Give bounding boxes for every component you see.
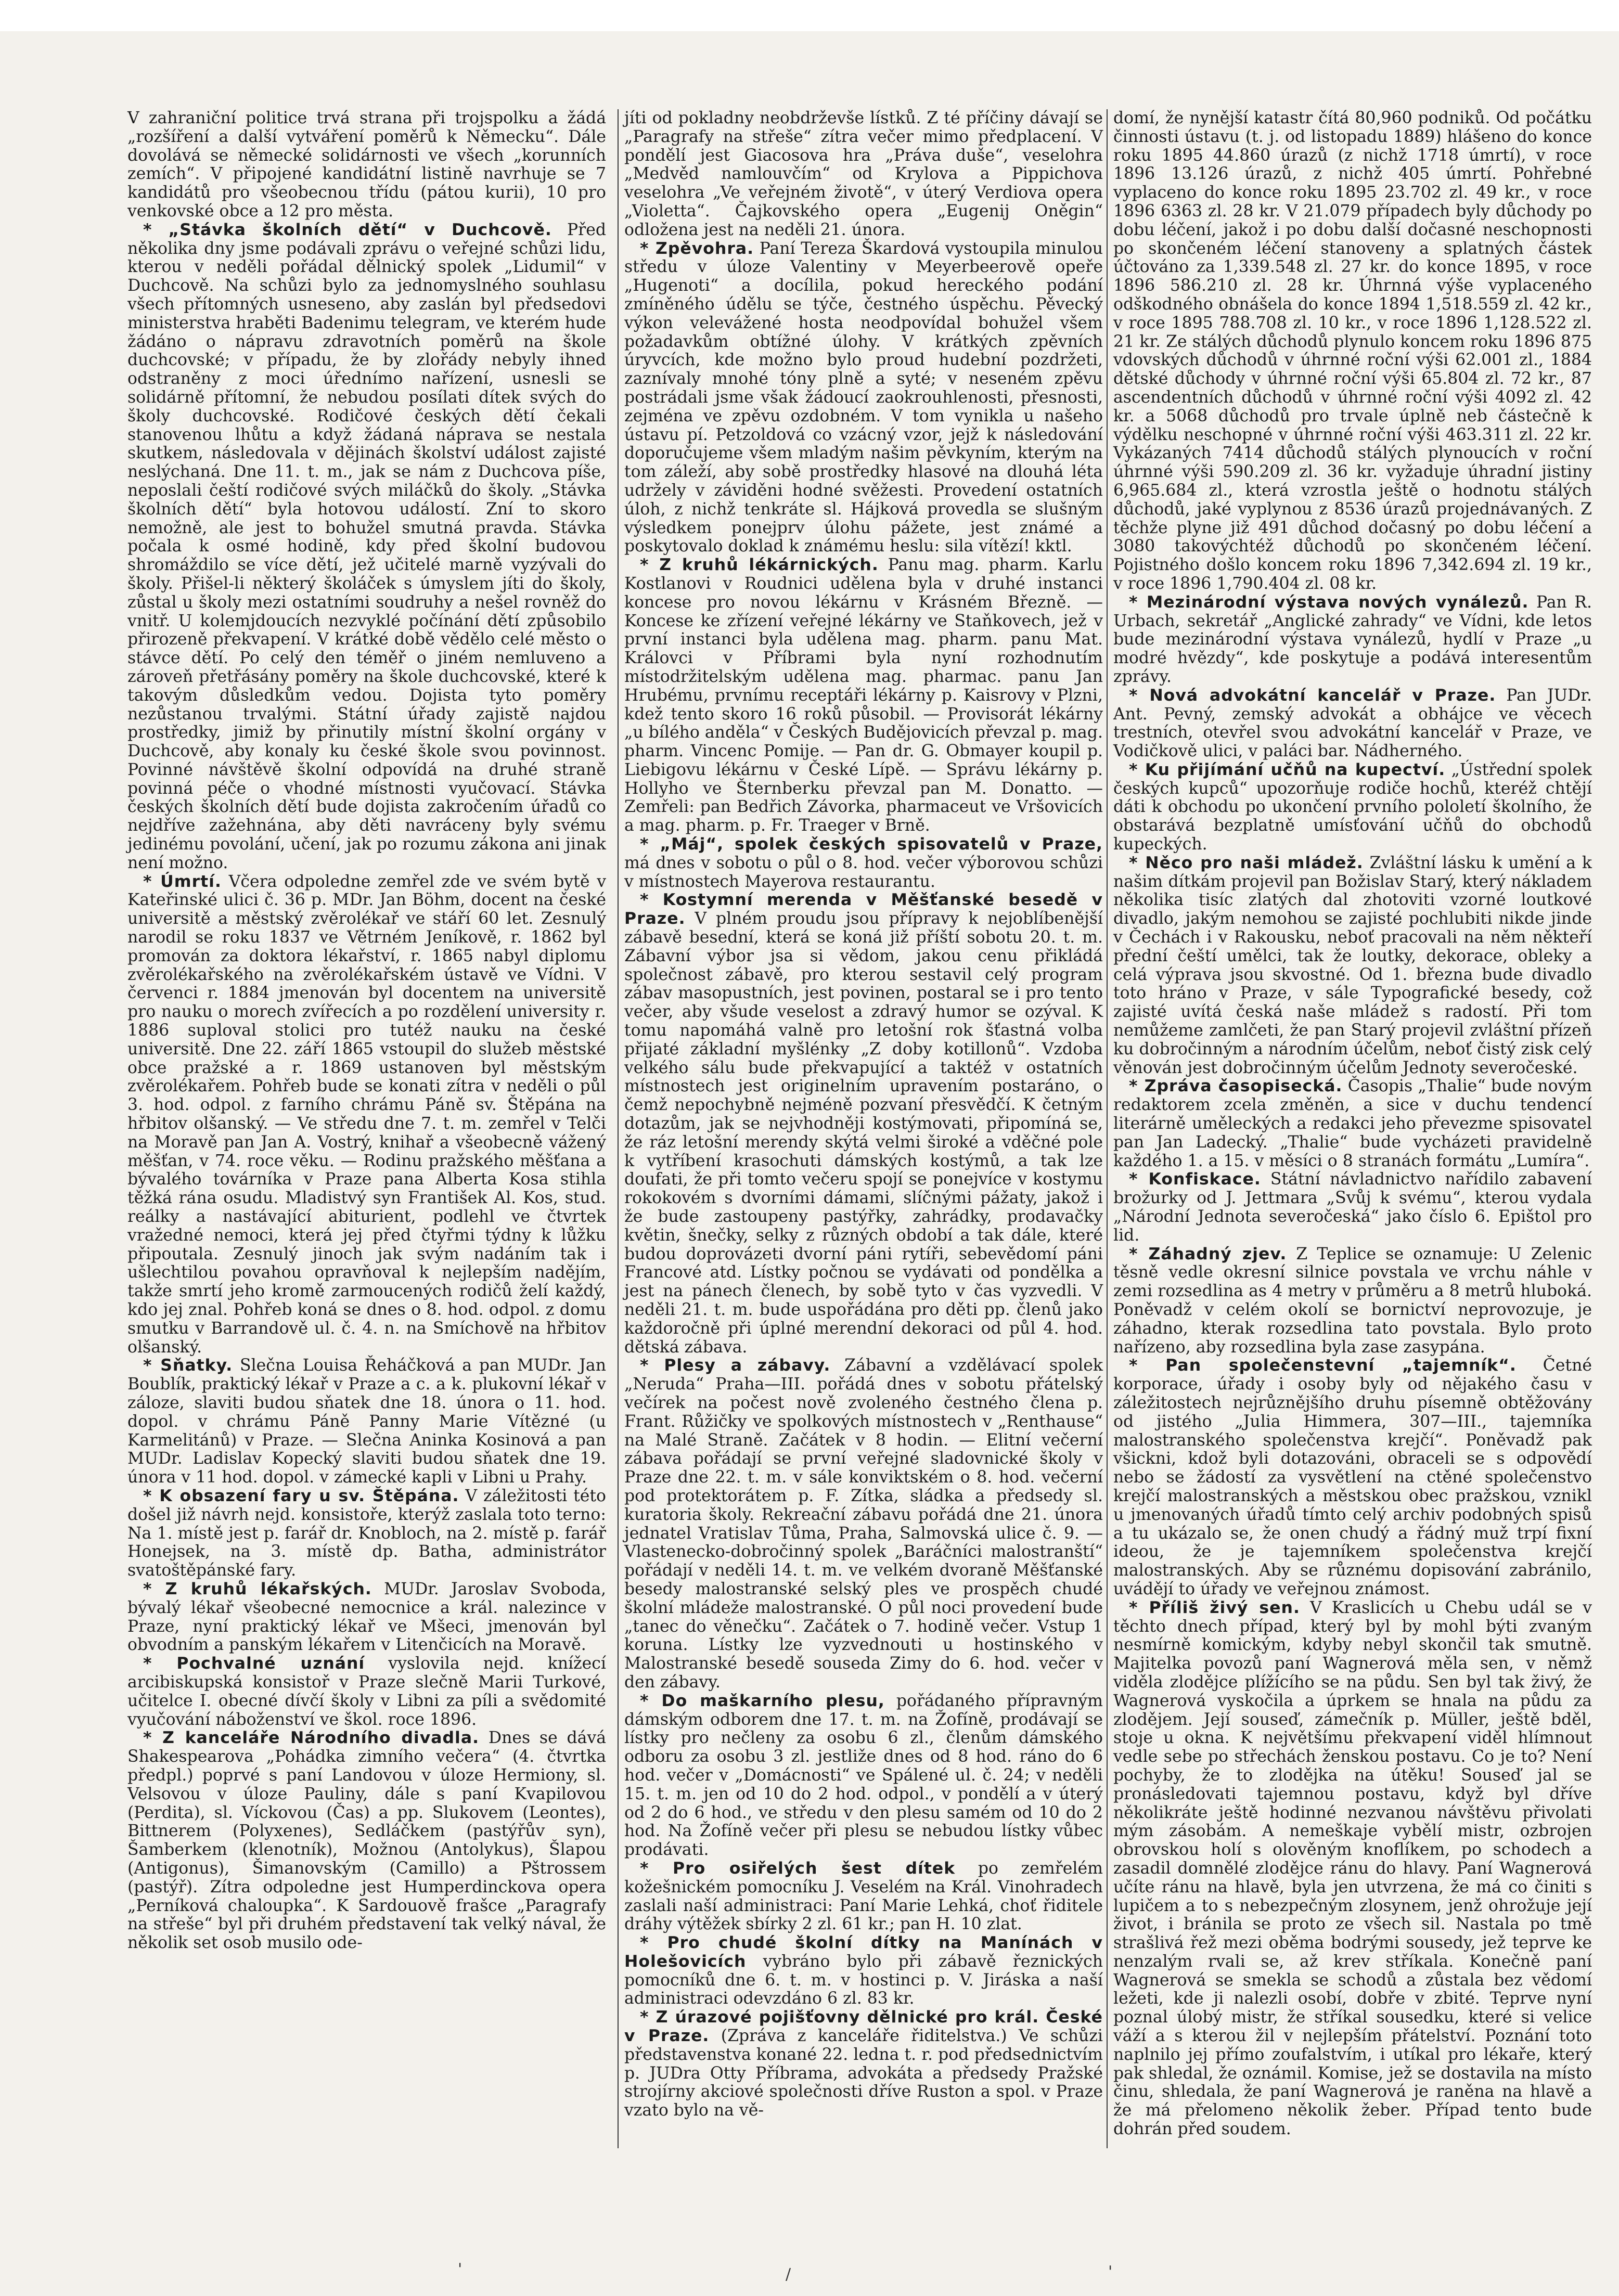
article-heading: * Pro osiřelých šest dítek — [640, 1859, 956, 1878]
text-columns — [127, 109, 1592, 2153]
article-text: Slečna Louisa Řeháčková a pan MUDr. Jan Boublík, praktický lékař v Praze a c. a k. plukovní lékař v záloze, slaviti budou sňatek dne 18. února o 11. hod. dopol. v chrámu Páně Panny Marie Vítězné (u Karmelitánů) v Praze. — Slečna Aninka Kosinová a pan MUDr. Ladislav Kopecký slaviti budou sňatek dne 19. února v 11 hod. dopol. v zámecké kapli v Libni u Prahy. — [127, 1356, 606, 1487]
article-heading: * Příliš živý sen. — [1129, 1598, 1300, 1617]
article-paragraph — [1113, 1599, 1592, 2139]
article-heading: * Pochvalné uznání — [143, 1654, 365, 1673]
article-heading: * Z kanceláře Národního divadla. — [143, 1729, 480, 1748]
article-heading: * Kostymní merenda v Měšťanské besedě v Praze. — [624, 891, 1103, 928]
article-paragraph — [1113, 1170, 1592, 1245]
article-text: Z Teplice se oznamuje: U Zelenic těsně vedle okresní silnice povstala ve vrchu náhle v zemi rozsedlina as 4 metry v průměru a 8 metrů hluboká. Poněvadž v celém okolí se bornictví neprovozuje, je záhadno, kterak rozsedlina tato povstala. Bylo proto nařízeno, aby rozsedlina byla zase zasypána. — [1113, 1244, 1592, 1357]
article-heading: * Pro chudé školní dítky na Manínách v Holešovicích — [624, 1933, 1103, 1971]
article-text: Paní Tereza Škardová vystoupila minulou středu v úloze Valentiny v Meyerbeerově opeře „Hugenoti“ a docílila, pokud hereckého podání zmíněného údělu se týče, čestného úspěchu. Pěvecký výkon velevážené hosta neodpovídal bohužel všem požadavkům obtížné úlohy. V krátkých zpěvních úryvcích, kde možno bylo proud hudební pozdržeti, zaznívaly mnohé tóny plně a syté; v neseném zpěvu postrádali jsme však žádoucí zaokrouhlenosti, přesnosti, zejména ve zpěvu ozdobném. V tom vynikla u našeho ústavu pí. Petzoldová co vzácný vzor, jejž k následování doporučujeme všem mladým našim pěvkyním, kterým na tom záleží, aby sobě prostředky hlasové na dlouhá léta udržely v záviděni hodné svěžesti. Provedení ostatních úloh, z nichž tenkráte sl. Hájková provedla se slušným výsledkem ponejprv úlohu pážete, jest známé a poskytovalo doklad k známému heslu: sila vítězí! kktl. — [624, 239, 1103, 556]
article-paragraph — [624, 1934, 1103, 2008]
article-heading: * Ku přijímání učňů na kupectví. — [1129, 760, 1446, 779]
footer-mark: / — [786, 2265, 791, 2284]
column-rule-left — [618, 109, 619, 2148]
article-paragraph — [624, 835, 1103, 891]
article-paragraph — [1113, 761, 1592, 854]
article-paragraph — [127, 1655, 606, 1729]
article-text: (Zpráva z kanceláře řiditelstva.) Ve schůzi představenstva konané 22. ledna t. r. pod předsednictvím p. JUDra Otty Příbrama, advokáta a předsedy Pražské strojírny akciové společnosti dříve Ruston a spol. v Praze vzato bylo na vě- — [624, 2027, 1103, 2120]
article-text: má dnes v sobotu o půl o 8. hod. večer výborovou schůzi v místnostech Mayerova restaurantu. — [624, 853, 1103, 891]
article-heading: * Zpěvohra. — [640, 239, 754, 258]
article-heading: * Mezinárodní výstava nových vynálezů. — [1129, 592, 1529, 612]
article-text: pořádaného přípravným dámským odborem dne 17. t. m. na Žofíně, prodávají se lístky pro nečleny za osobu 6 zl., členům dámského odboru za osobu 3 zl. jestliže dnes od 8 hod. ráno do 6 hod. večer v „Domácnosti“ ve Spálené ul. č. 24; v neděli 15. t. m. jen od 10 do 2 hod. odpol., v pondělí a v úterý od 2 do 6 hod., ve středu v den plesu samém od 10 do 2 hod. Na Žofíně večer při plesu se nebudou lístky vůbec prodávati. — [624, 1691, 1103, 1860]
article-text: V Kraslicích u Chebu udál se v těchto dnech případ, který byl by mohl býti zvaným nesmírně komickým, kdyby nebyl skončil tak smutně. Majitelka povozů paní Wagnerová měla sen, v němž viděla zlodějce plížícího se na půdu. Sen byl tak živý, že Wagnerová vyskočila a úprkem se hnala na půdu za zlodějem. Její souseď, zámečník p. Müller, ještě bděl, stoje u okna. K největšímu překvapení viděl hlímnout vedle sebe po střechách ženskou postavu. Co je to? Není pochyby, že to zlodějka na útěku! Souseď jal se pronásledovati tajemnou postavu, když byl dříve několikráte ještě hodinné nezvanou návštěvu přivolati mým zásobám. A nemeškaje vybělí mistr, ozbrojen obrovskou holí s olověným knoflíkem, po schodech a zasadil domnělé zlodějce ránu do hlavy. Paní Wagnerová učíte ránu na hlavě, byla jen utvrzena, že má co činiti s lupičem a to s nebezpečným zlosynem, jenž ohrožuje její život, i bránila se proto ze všech sil. Nastala po tmě strašlivá řež mezi oběma bodrými sousedy, jež teprve ke nenzalým rvali se, až krev stříkala. Konečně paní Wagnerová se smekla se schodů a zůstala bez vědomí ležeti, kde ji nalezli osobí, dobře v zbité. Teprve nyní poznal úlobý mistr, že stříkal sousedku, které si velice váží a s kterou žil v nejlepším přátelství. Poznání toto naplnilo jej přímo zoufalstvím, i utíkal pro lékaře, který pak shledal, že oznámil. Komise, jež se dostavila na místo činu, shledala, že paní Wagnerová je raněna na hlavě a že má přelomeno několik žeber. Případ tento bude dohrán před soudem. — [1113, 1598, 1592, 2139]
article-text: Před několika dny jsme podávali zprávu o veřejné schůzi lidu, kterou v neděli pořádal dělnický spolek „Lidumil“ v Duchcově. Na schůzi bylo za jednomyslného souhlasu všech přítomných usneseno, aby zaslán byl předsedovi ministerstva hraběti Badenimu telegram, ve kterém hude žádáno o nápravu zdravotních poměrů na škole duchcovské; v případu, že by zlořády nebyly ihned odstraněny z moci úřednímo nařízení, usnesli se solidárně přítomní, že nebudou posílati dítek svých do školy duchcovské. Rodičové českých dětí čekali stanovenou lhůtu a když žádaná náprava se nestala skutkem, následovala v dějinách školství událost zajisté neslýchaná. Dne 11. t. m., jak se nám z Duchcova píše, neposlali čeští rodičové svých miláčků do školy. „Stávka školních dětí“ byla hotovou událostí. Zní to skoro nemožně, ale jest to bohužel smutná pravda. Stávka počala k osmé hodině, kdy před školní budovou shromáždilo se více dětí, jež učitelé marně vyzývali do školy. Přišel-li některý školáček s úmyslem jíti do školy, zůstal u školy mezi ostatními soudruhy a nešel rovněž do vnitř. U kolemjdoucích nezvyklé počínání dětí způsobilo přirozeně překvapení. V krátké době vědělo celé město o stávce dětí. Po celý den téměř o jiném nemluveno a zároveň přetřásány poměry na škole duchcovské, které k takovým důsledkům vedou. Dojista tyto poměry nezůstanou trvalými. Státní úřady zajistě najdou prostředky, jimiž by přinutily místní školní orgány v Duchcově, aby konaly ku české škole svou povinnost. Povinné návštěvě školní odpovídá na druhé straně povinná péče o vhodné místnosti vyučovací. Stávka českých školních dětí bude dojista zakročením úřadů co nejdříve zažehnána, aby děti navráceny byly svému jedinému povolání, učení, jak po rozumu zákona ani jinak není možno. — [127, 220, 606, 872]
article-paragraph — [127, 873, 606, 1357]
article-paragraph — [624, 556, 1103, 835]
article-heading: * „Máj“, spolek českých spisovatelů v Praze, — [640, 835, 1103, 854]
article-heading: * Plesy a zábavy. — [640, 1356, 831, 1375]
article-text: Pan JUDr. Ant. Pevný, zemský advokát a obhájce ve věcech trestních, otevřel svou advokátní kancelář v Praze, ve Vodičkově ulici, v paláci bar. Nádherného. — [1113, 686, 1592, 761]
footer-mark: ' — [458, 2260, 462, 2278]
article-paragraph — [127, 1580, 606, 1655]
column-right — [1113, 109, 1592, 2153]
article-paragraph — [624, 1860, 1103, 1934]
article-paragraph — [624, 1357, 1103, 1692]
article-heading: * Do maškarního plesu, — [640, 1691, 885, 1710]
article-paragraph — [1113, 1077, 1592, 1170]
article-text: po zemřelém kožešnickém pomocníku J. Veselém na Král. Vinohradech zaslali naší administraci: Paní Marie Lehká, choť řiditele dráhy výtěžek sbírky 2 zl. 61 kr.; pan H. 10 zlat. — [624, 1859, 1103, 1934]
article-text: Zábavní a vzdělávací spolek „Neruda“ Praha—III. pořádá dnes v sobotu přátelský večírek na počest nově zvoleného čestného člena p. Frant. Růžičky ve spolkových místnostech v „Renthause“ na Malé Straně. Začátek v 8 hodin. — Elitní večerní zábava pořádají se první veřejné sladovnické školy v Praze dne 22. t. m. v sále konviktském o 8. hod. večerní pod protektorátem p. F. Zítka, sládka a předsedy sl. kuratoria školy. Rekreační zábavu pořádá dne 21. února jednatel Vratislav Tůma, Praha, Salmovská ulice č. 9. — Vlastenecko-dobročinný spolek „Baráčníci malostranští“ pořádají v neděli 14. t. m. ve velkém dvoraně Měšťanské besedy malostranské selský ples ve prospěch chudé školní mládeže malostranské. O půl noci provedení bude „tanec do věnečku“. Začátek o 7. hodině večer. Vstup 1 koruna. Lístky lze vyzvednouti u hostinského v Malostranské besedě souseda Zimy do 6. hod. večer v den zábavy. — [624, 1356, 1103, 1692]
article-paragraph — [127, 1487, 606, 1580]
column-left — [127, 109, 606, 2153]
article-paragraph — [624, 109, 1103, 240]
column-middle — [624, 109, 1103, 2153]
article-paragraph — [1113, 687, 1592, 761]
article-text: Státní návladnictvo nařídilo zabavení brožurky od J. Jettmara „Svůj k svému“, kterou vydala „Národní Jednota severočeská“ jako číslo 6. Epištol pro lid. — [1113, 1170, 1592, 1245]
article-heading: * Z kruhů lékařských. — [143, 1579, 372, 1598]
article-paragraph — [127, 1357, 606, 1487]
article-heading: * K obsazení fary u sv. Štěpána. — [143, 1486, 459, 1505]
article-text: Časopis „Thalie“ bude novým redaktorem zcela změněn, a sice v duchu tendencí literárně uměleckých a redakci jeho převezme spisovatel pan Jan Ladecký. „Thalie“ bude vycházeti pravidelně každého 1. a 15. v měsíci o 8 stranách formátu „Lumíra“. — [1113, 1077, 1592, 1170]
article-text: Zvláštní lásku k umění a k našim dítkám projevil pan Božislav Starý, který nákladem několika tisíc zlatých dal zhotoviti vzorné loutkové divadlo, jakým nemohou se zajisté pochlubiti nikde jinde v Čechách i v Rakousku, neboť pracovali na něm někteří přední čeští umělci, tak že loutky, dekorace, obleky a celá výprava jsou skvostné. Od 1. března bude divadlo toto hráno v Praze, v sále Typografické besedy, což zajisté uvítá česká naše mládež s radostí. Při tom nemůžeme zamlčeti, že pan Starý projevil zvláštní přízeň ku dobročinným a národním účelům, neboť čistý zisk celý věnován jest dobročinným účelům Jednoty severočeské. — [1113, 853, 1592, 1077]
article-heading: * Něco pro naši mládež. — [1129, 853, 1364, 872]
article-paragraph — [624, 240, 1103, 557]
article-heading: * Z úrazové pojišťovny dělnické pro král. České v Praze. — [624, 2008, 1103, 2046]
article-text: Pan R. Urbach, sekretář „Anglické zahrady“ ve Vídni, kde letos bude mezinárodní výstava vynálezů, hydlí v Praze „u modré hvězdy“, kde poskytuje a podává interesentům zprávy. — [1113, 592, 1592, 686]
article-paragraph — [624, 1692, 1103, 1860]
article-heading: * Úmrtí. — [143, 872, 222, 891]
article-paragraph — [1113, 854, 1592, 1078]
article-heading: * Nová advokátní kancelář v Praze. — [1129, 686, 1496, 705]
scan-top-margin — [0, 0, 1619, 31]
article-paragraph — [1113, 109, 1592, 594]
article-text: Včera odpoledne zemřel zde ve svém bytě v Kateřinské ulici č. 36 p. MDr. Jan Böhm, docent na české universitě a městský zvěrolékař ve stáří 60 let. Zesnulý narodil se roku 1837 ve Větrném Jeníkově, r. 1862 byl promován za doktora lékařství, r. 1865 nabyl diplomu zvěrolékařského na zvěrolékařském ústavě ve Vídni. V červenci r. 1884 jmenován byl docentem na universitě pro nauku o morech zvířecích a po rozdělení university r. 1886 suploval stolici pro tutéž nauku na české universitě. Dne 22. září 1865 vstoupil do služeb městské obce pražské a r. 1869 ustanoven byl městským zvěrolékařem. Pohřeb bude se konati zítra v neděli o půl 3. hod. odpol. z farního chrámu Páně sv. Štěpána na hřbitov olšanský. — Ve středu dne 7. t. m. zemřel v Telči na Moravě pan Jan A. Vostrý, knihař a všeobecně vážený měšťan, v 74. roce věku. — Rodinu pražského měšťana a bývalého továrníka v Praze pana Alberta Kosa stihla těžká rána osudu. Mladistvý syn František Al. Kos, stud. reálky a nastávající abiturient, podlehl ve čtvrtek vražedné nemoci, která jej před čtyřmi týdny k lůžku připoutala. Zesnulý jinoch jak svým nadáním tak i ušlechtilou povahou opravňoval k nejlepším nadějím, takže smrtí jeho kromě zarmoucených rodičů želí každý, kdo jej znal. Pohřeb koná se dnes o 8. hod. odpol. z domu smutku v Barrandově ul. č. 4. n. na Smíchově na hřbitov olšanský. — [127, 872, 607, 1357]
article-paragraph — [1113, 1245, 1592, 1357]
article-text: V plném proudu jsou přípravy k nejoblíbenější zábavě besední, která se koná již příští sobotu 20. t. m. Zábavní výbor jsa si vědom, jakou cenu přikládá společnost zábavě, pro kterou sestavil celý program zábav masopustních, jest povinen, postaral se i pro tento večer, aby všude veselost a zdravý humor se ozýval. K tomu napomáhá valně pro letošní rok šťastná volba přijaté základní myšlénky „Z doby kotillonů“. Vzdoba velkého sálu bude překvapující a taktéž v ostatních místnostech jest originelním upravením postaráno, o čemž nepochybně nejméně pozvaní přesvědčí. K četným dotazům, jak se nejvhodněji kostýmovati, připomíná se, že ráz letošní merendy skýtá velmi široké a vděčné pole k vytříbení krasochuti dámských kostýmů, a tak lze doufati, že při tomto večeru spojí se ponejvíce v kostymu rokokovém s dvorními dámami, slíčnými pážaty, jakož i že bude zastoupeny pastýřky, zahrádky, prodavačky květin, šnečky, selky z různých období a tak dále, které budou doprovázeti dvorní páni rytíři, sebevědomí páni Francové atd. Lístky počnou se vydávati od pondělka a jest na pánech členech, by sobě tyto v čas vyzvedli. V neděli 21. t. m. bude uspořádána pro děti pp. členů jako každoročně při úplné merendní dekoraci od půl 4. hod. dětská zábava. — [624, 909, 1103, 1357]
article-text: Panu mag. pharm. Karlu Kostlanovi v Roudnici udělena byla v druhé instanci koncese pro novou lékárnu v Krásném Březně. — Koncese ke zřízení veřejné lékárny ve Staňkovech, jež v první instanci byla udělena mag. pharm. panu Mat. Královci v Příbrami byla nyní rozhodnutím místodržitelským udělena mag. pharmac. panu Jan Hrubému, prvnímu receptáři lékárny p. Kaisrovy v Plzni, kdež tento skoro 16 roků působil. — Provisorát lékárny „u bílého anděla“ v Českých Budějovicích převzal p. mag. pharm. Vincenc Pomije. — Pan dr. G. Obmayer koupil p. Liebigovu lékárnu v České Lípě. — Správu lékárny p. Hollyho ve Šternberku převzal pan M. Donatto. — Zemřeli: pan Bedřich Závorka, pharmaceut ve Vršovicích a mag. pharm. p. Fr. Traeger v Brně. — [624, 556, 1103, 835]
column-rule-right — [1107, 109, 1108, 2148]
article-paragraph — [127, 221, 606, 873]
article-text: vybráno bylo při zábavě řeznických pomocníků dne 6. t. m. v hostinci p. V. Jiráska a naší administraci odevzdáno 6 zl. 83 kr. — [624, 1952, 1103, 2008]
article-heading: * Sňatky. — [143, 1356, 233, 1375]
article-paragraph — [127, 109, 606, 221]
article-heading: * „Stávka školních dětí“ v Duchcově. — [143, 220, 552, 239]
article-text: jíti od pokladny neobdrževše lístků. Z té příčiny dávají se „Paragrafy na střeše“ zítra večer mimo předplacení. V pondělí jest Giacosova hra „Práva duše“, veselohra „Medvěd namlouvčím“ od Krylova a Pippichova veselohra „Ve veřejném životě“, v úterý Verdiova opera „Violetta“. Čajkovského opera „Eugenij Oněgin“ odložena jest na neděli 21. února. — [624, 109, 1103, 239]
footer-mark: ' — [1108, 2263, 1113, 2281]
article-text: vyslovila nejd. knížecí arcibiskupská konsistoř v Praze slečně Marii Turkové, učitelce I. obecné dívčí školy v Libni za píli a svědomité vyučování náboženství ve škol. roce 1896. — [127, 1654, 607, 1729]
article-heading: * Z kruhů lékárnických. — [640, 556, 879, 575]
article-text: domí, že nynější katastr čítá 80,960 podniků. Od počátku činnosti ústavu (t. j. od listopadu 1889) hlášeno do konce roku 1895 44.860 úrazů (z nichž 1718 úmrtí), v roce 1896 13.126 úrazů, z nichž 405 úmrtí. Pohřebné vyplaceno do konce roku 1895 23.702 zl. 49 kr., v roce 1896 6363 zl. 28 kr. V 21.079 případech byly důchody po dobu léčení, jakož i po dobu další dočasné neschopnosti po skončeném léčení stanoveny a splatných částek účtováno za 1,339.548 zl. 27 kr. do konce 1895, v roce 1896 586.210 zl. 28 kr. Úhrnná výše vyplaceného odškodného obnášela do konce 1894 1,518.559 zl. 42 kr., v roce 1895 788.708 zl. 10 kr., v roce 1896 1,128.522 zl. 21 kr. Ze stálých důchodů plynulo koncem roku 1896 875 vdovských důchodů v úhrnné roční výši 62.001 zl., 1884 dětské důchody v úhrnné roční výši 65.804 zl. 72 kr., 87 ascendentních důchodů v úhrnné roční výši 4092 zl. 42 kr. a 5068 důchodů pro trvale úplně neb částečně k výdělku neschopné v úhrnné roční výši 463.311 zl. 22 kr. Vykázaných 7414 důchodů stálých plynoucích v roční úhrnné výši 590.209 zl. 36 kr. vyžaduje úhradní jistiny 6,965.684 zl., která vzrostla ještě o hodnotu stálých důchodů, jaké vyplynou z 8536 úrazů projednávaných. Z těchže plyne již 491 důchod dočasný po dobu léčení a 3080 takovýchtéž důchodů po skončeném léčení. Pojistného došlo koncem roku 1896 7,342.694 zl. 19 kr., v roce 1896 1,790.404 zl. 08 kr. — [1113, 109, 1592, 593]
article-paragraph — [624, 891, 1103, 1357]
article-paragraph — [1113, 1357, 1592, 1598]
article-text: Četné korporace, úřady i osoby byly od nějakého času v záležitostech nejrůznějšího druhu písemně obtěžovány od jistého „Julia Himmera, 307—III., tajemníka malostranského společenstva krejčí“. Poněvadž pak všickni, kdož byli dotazováni, obraceli se s odpovědí nebo se žádostí za vysvětlení na ctěné společenstvo krejčí malostranských a městskou obec pražskou, vznikl u jmenovaných úřadů tímto celý archiv podobných spisů a tu ukázalo se, že onen chudý a řádný muž trpí fixní ideou, že je tajemníkem společenstva krejčí malostranských. Aby se různému dopisování zabránilo, uvádějí to úřady ve veřejnou známost. — [1113, 1356, 1592, 1598]
article-heading: * Konfiskace. — [1129, 1170, 1261, 1189]
article-heading: * Zpráva časopisecká. — [1129, 1077, 1343, 1096]
article-text: Dnes se dává Shakespearova „Pohádka zimního večera“ (4. čtvrtka předpl.) poprvé s paní Landovou v úloze Hermiony, sl. Velsovou v úloze Pauliny, dále s paní Kvapilovou (Perdita), sl. Víckovou (Čas) a pp. Slukovem (Leontes), Bittnerem (Polyxenes), Sedláčkem (pastýřův syn), Šamberkem (klenotník), Možnou (Antolykus), Šlapou (Antigonus), Šimanovským (Camillo) a Pštrossem (pastýř). Zítra odpoledne jest Humperdinckova opera „Perníková chaloupka“. K Sardouově frašce „Paragrafy na střeše“ byl při druhém představení tak velký nával, že několik set osob musilo ode- — [127, 1729, 606, 1953]
article-paragraph — [127, 1729, 606, 1953]
article-text: V zahraniční politice trvá strana při trojspolku a žádá „rozšíření a další vytváření poměrů k Německu“. Dále dovolává se německé solidárnosti ve všech „korunních zemích“. V připojené kandidátní listině navrhuje se 7 kandidátů pro všeobecnou třídu (pátou kurii), 10 pro venkovské obce a 12 pro města. — [127, 109, 606, 221]
article-text: „Ústřední spolek českých kupců“ upozorňuje rodiče hochů, kteréž chtějí dáti k obchodu po ukončení prvního pololetí školního, že obstarává bezplatně umísťování učňů do obchodů kupeckých. — [1113, 760, 1592, 854]
article-heading: * Záhadný zjev. — [1129, 1244, 1287, 1263]
article-text: V záležitosti této došel již návrh nejd. konsistoře, kterýž zaslala toto terno: Na 1. místě jest p. farář dr. Knobloch, na 2. místě p. farář Honejsek, na 3. místě dp. Batha, administrátor svatoštěpánské fary. — [127, 1486, 607, 1580]
article-text: MUDr. Jaroslav Svoboda, bývalý lékař všeobecné nemocnice a král. nalezince v Praze, nyní praktický lékař ve Mšeci, jmenován byl obvodním a panským lékařem v Litenčicích na Moravě. — [127, 1579, 606, 1655]
article-paragraph — [624, 2008, 1103, 2120]
article-paragraph — [1113, 594, 1592, 687]
article-heading: * Pan společenstevní „tajemník“. — [1129, 1356, 1517, 1375]
